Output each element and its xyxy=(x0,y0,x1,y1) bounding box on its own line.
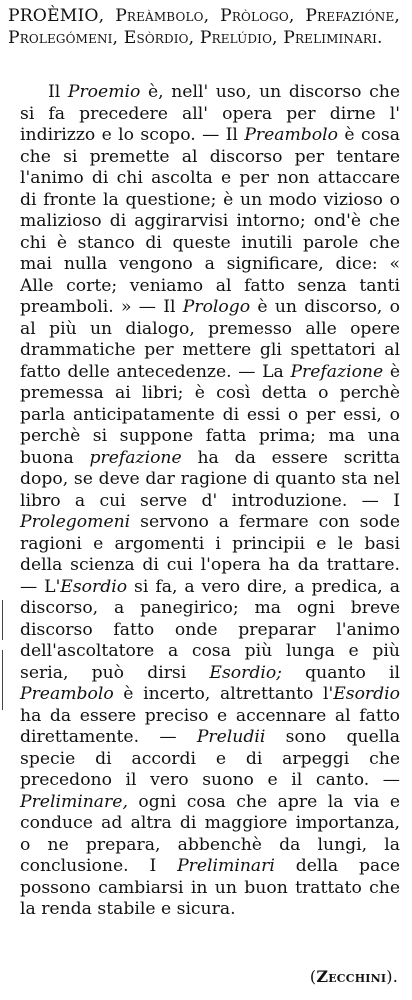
signature-open-paren: ( xyxy=(309,967,317,986)
body-text-segment: ha da essere preciso e accennare al fatto direttamente. — xyxy=(20,705,400,747)
body-text-segment: è premessa ai libri; è così detta o perchè parla anticipatamente di essi o per essi, o perchè si suppone fatta prima; ma una buona xyxy=(20,361,400,468)
term-prolegomeni: Prolegomeni xyxy=(20,512,131,532)
term-preambolo-second: Preambolo xyxy=(20,684,114,704)
body-text-segment: è, nell' uso, un discorso che si fa precedere all' opera per dirne l' indirizzo e lo scopo. — Il xyxy=(20,82,401,145)
term-esordio: Esordio xyxy=(60,576,128,597)
body-text-segment: ogni cosa che apre la via e conduce ad altra di maggiore importanza, o ne prepara, abbenchè da lungi, la conclusione. I xyxy=(20,791,400,876)
entry-heading xyxy=(8,6,400,49)
signature-close-paren: ). xyxy=(386,967,398,986)
signature-author: Zecchini xyxy=(316,967,387,986)
term-prefazione-lowercase: prefazione xyxy=(89,447,182,468)
term-preludii: Preludii xyxy=(196,727,266,747)
entry-synonym-list: , Preàmbolo, Pròlogo, Prefazióne, Prolegómeni, Esòrdio, Prelúdio, Preliminari. xyxy=(8,6,400,48)
body-text-segment: quanto il xyxy=(281,662,400,683)
margin-rule xyxy=(2,650,3,710)
body-text-segment: è cosa che si premette al discorso per tentare l'animo di chi ascolta e per non attaccare di fronte la questione; è un modo vizioso o malizioso di aggirarvisi intorno; ond'è che chi è stanco di queste inutili parole che mai nulla vengono a significare, dice: « Alle corte; veniamo al fatto senza tanti preamboli. » — Il xyxy=(20,125,400,317)
term-preliminare: Preliminare, xyxy=(20,791,128,812)
body-text-segment: sono quella specie di accordi e di arpeggi che precedono il vero suono e il canto. — xyxy=(20,727,400,790)
body-text-segment: è incerto, altrettanto l' xyxy=(113,684,334,704)
author-signature xyxy=(310,967,398,987)
term-prologo: Prologo xyxy=(182,297,251,317)
term-esordio-second: Esordio; xyxy=(209,662,282,683)
margin-rule xyxy=(2,600,3,640)
term-prefazione: Prefazione xyxy=(290,361,384,382)
body-text-segment: servono a fermare con sode ragioni e argomenti i principii e le basi della scienza di cui l'opera ha da trattare. — L' xyxy=(20,512,400,597)
term-preambolo: Preambolo xyxy=(244,125,339,145)
body-text-segment: ha da essere scritta dopo, se deve dar ragione di quanto sta nel libro a cui serve d' introduzione. — I xyxy=(20,447,400,511)
entry-headword: PROÈMIO xyxy=(8,6,99,26)
term-esordio-third: Esordio xyxy=(333,684,400,704)
body-text-segment: è un discorso, o al più un dialogo, premesso alle opere drammatiche per mettere gli spettatori al fatto delle antecedenze. — La xyxy=(20,297,400,382)
term-preliminari: Preliminari xyxy=(177,856,275,876)
body-text-segment: Il xyxy=(48,82,68,102)
term-proemio: Proemio xyxy=(67,82,141,102)
entry-body xyxy=(20,82,400,921)
body-text-segment: si fa, a vero dire, a predica, a discorso, a panegirico; ma ogni breve discorso fatto onde preparar l'animo dell'ascoltatore a cosa più lunga e più seria, può dirsi xyxy=(20,576,400,683)
body-text-segment: della pace possono cambiarsi in un buon trattato che la renda stabile e sicura. xyxy=(20,856,400,919)
